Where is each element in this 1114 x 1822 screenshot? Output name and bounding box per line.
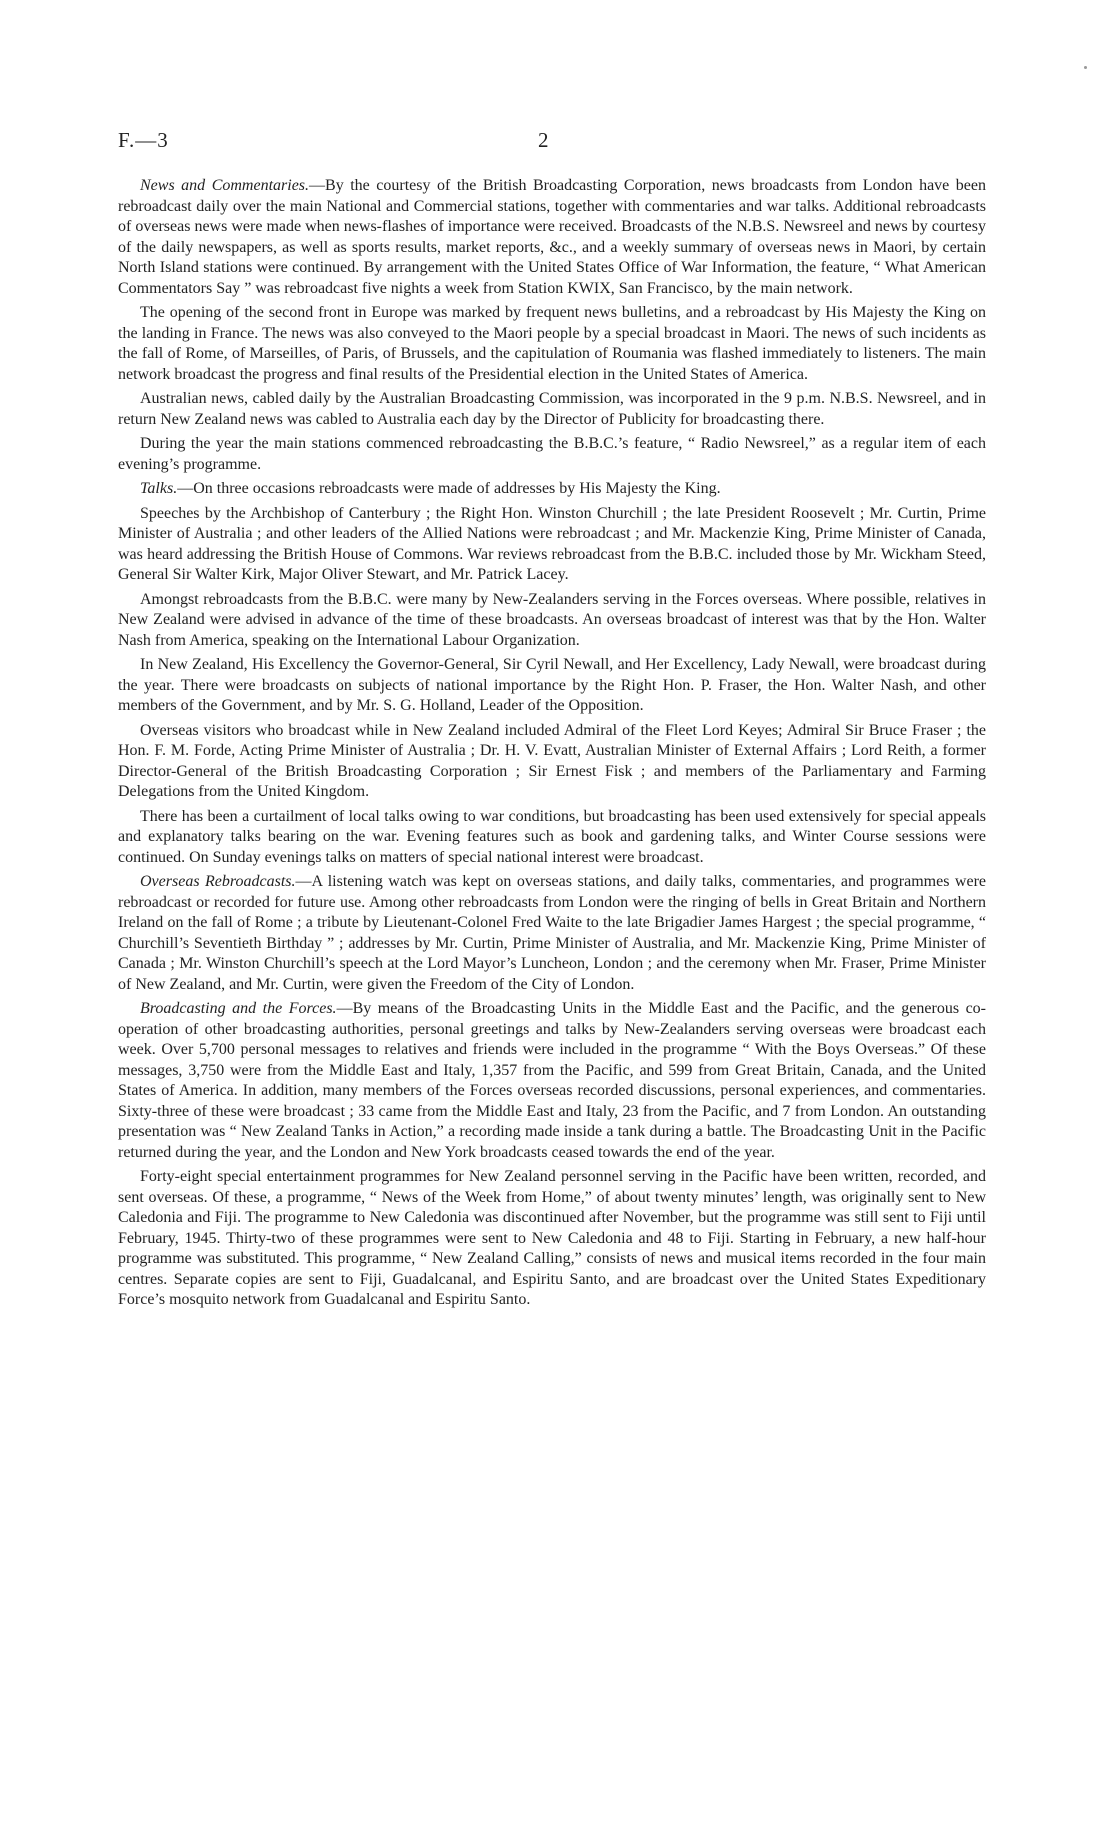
scan-mark (1084, 66, 1087, 69)
paragraph (118, 590, 986, 652)
paragraph (118, 721, 986, 803)
paragraph (118, 1167, 986, 1311)
section-heading: News and Commentaries. (140, 177, 310, 194)
paragraph (118, 389, 986, 430)
paragraph (118, 807, 986, 869)
paragraph-text: —By means of the Broadcasting Units in the Middle East and the Pacific, and the generous co-operation of other broadcasting authorities, personal greetings and talks by New-Zealanders serving overseas were broadcast each week. Over 5,700 personal messages to relatives and friends were included in the programme “ With the Boys Overseas.” Of these messages, 3,750 were from the Middle East and Italy, 1,357 from the Pacific, and 599 from Great Britain, Canada, and the United States of America. In addition, many members of the Forces overseas recorded discussions, personal experiences, and commentaries. Sixty-three of these were broadcast ; 33 came from the Middle East and Italy, 23 from the Pacific, and 7 from London. An outstanding presentation was “ New Zealand Tanks in Action,” a recording made inside a tank during a battle. The Broadcasting Unit in the Pacific returned during the year, and the London and New York broadcasts ceased towards the end of the year. (118, 1000, 986, 1161)
paragraph (118, 434, 986, 475)
section-heading: Broadcasting and the Forces. (140, 1000, 337, 1017)
paragraph-text: During the year the main stations commenced rebroadcasting the B.B.C.’s feature, “ Radio Newsreel,” as a regular item of each evening’s programme. (118, 435, 986, 473)
page-reference: F.—3 (118, 128, 169, 152)
page-number: 2 (538, 128, 549, 152)
paragraph-text: —By the courtesy of the British Broadcasting Corporation, news broadcasts from London have been rebroadcast daily over the main National and Commercial stations, together with commentaries and war talks. Additional rebroadcasts of overseas news were made when news-flashes of importance were received. Broadcasts of the N.B.S. Newsreel and news by courtesy of the daily newspapers, as well as sports results, market reports, &c., and a weekly summary of overseas news in Maori, by certain North Island stations were continued. By arrangement with the United States Office of War Information, the feature, “ What American Commentators Say ” was rebroadcast five nights a week from Station KWIX, San Francisco, by the main network. (118, 177, 987, 297)
paragraph-text: In New Zealand, His Excellency the Governor-General, Sir Cyril Newall, and Her Excellency, Lady Newall, were broadcast during the year. There were broadcasts on subjects of national importance by the Right Hon. P. Fraser, the Hon. Walter Nash, and other members of the Government, and by Mr. S. G. Holland, Leader of the Opposition. (118, 656, 986, 714)
paragraph (118, 872, 986, 995)
paragraph (118, 479, 986, 500)
paragraph-text: The opening of the second front in Europe was marked by frequent news bulletins, and a rebroadcast by His Majesty the King on the landing in France. The news was also conveyed to the Maori people by a special broadcast in Maori. The news of such incidents as the fall of Rome, of Marseilles, of Paris, of Brussels, and the capitulation of Roumania was flashed immediately to listeners. The main network broadcast the progress and final results of the Presidential election in the United States of America. (118, 304, 986, 383)
body-text (118, 176, 986, 1315)
section-heading: Overseas Rebroadcasts. (140, 873, 296, 890)
paragraph-text: Australian news, cabled daily by the Australian Broadcasting Commission, was incorporated in the 9 p.m. N.B.S. Newsreel, and in return New Zealand news was cabled to Australia each day by the Director of Publicity for broadcasting there. (118, 390, 986, 428)
paragraph-text: Amongst rebroadcasts from the B.B.C. were many by New-Zealanders serving in the Forces overseas. Where possible, relatives in New Zealand were advised in advance of the time of these broadcasts. An overseas broadcast of interest was that by the Hon. Walter Nash from America, speaking on the International Labour Organization. (118, 590, 986, 649)
paragraph-text: Overseas visitors who broadcast while in New Zealand included Admiral of the Fleet Lord Keyes; Admiral Sir Bruce Fraser ; the Hon. F. M. Forde, Acting Prime Minister of Australia ; Dr. H. V. Evatt, Australian Minister of External Affairs ; Lord Reith, a former Director-General of the British Broadcasting Corporation ; Sir Ernest Fisk ; and members of the Parliamentary and Farming Delegations from the United Kingdom. (118, 721, 986, 800)
paragraph-text: There has been a curtailment of local talks owing to war conditions, but broadcasting has been used extensively for special appeals and explanatory talks bearing on the war. Evening features such as book and gardening talks, and Winter Course sessions were continued. On Sunday evenings talks on matters of special national interest were broadcast. (118, 807, 986, 866)
paragraph-text: Forty-eight special entertainment programmes for New Zealand personnel serving in the Pacific have been written, recorded, and sent overseas. Of these, a programme, “ News of the Week from Home,” of about twenty minutes’ length, was originally sent to New Caledonia and Fiji. The programme to New Caledonia was discontinued after November, but the programme was still sent to Fiji until February, 1945. Thirty-two of these programmes were sent to New Caledonia and 48 to Fiji. Starting in February, a new half-hour programme was substituted. This programme, “ New Zealand Calling,” consists of news and musical items recorded in the four main centres. Separate copies are sent to Fiji, Guadalcanal, and Espiritu Santo, and are broadcast over the United States Expeditionary Force’s mosquito network from Guadalcanal and Espiritu Santo. (118, 1168, 986, 1308)
paragraph (118, 176, 986, 299)
section-heading: Talks. (140, 480, 178, 497)
paragraph-text: —On three occasions rebroadcasts were made of addresses by His Majesty the King. (177, 480, 721, 497)
paragraph-text: —A listening watch was kept on overseas stations, and daily talks, commentaries, and programmes were rebroadcast or recorded for future use. Among other rebroadcasts from London were the ringing of bells in Great Britain and Northern Ireland on the fall of Rome ; a tribute by Lieutenant-Colonel Fred Waite to the late Brigadier James Hargest ; the special programme, “ Churchill’s Seventieth Birthday ” ; addresses by Mr. Curtin, Prime Minister of Australia, and Mr. Mackenzie King, Prime Minister of Canada ; Mr. Winston Churchill’s speech at the Lord Mayor’s Luncheon, London ; and the ceremony when Mr. Fraser, Prime Minister of New Zealand, and Mr. Curtin, were given the Freedom of the City of London. (118, 873, 987, 993)
paragraph (118, 999, 986, 1163)
paragraph (118, 303, 986, 385)
paragraph (118, 504, 986, 586)
paragraph-text: Speeches by the Archbishop of Canterbury ; the Right Hon. Winston Churchill ; the late President Roosevelt ; Mr. Curtin, Prime Minister of Australia ; and other leaders of the Allied Nations were rebroadcast ; and Mr. Mackenzie King, Prime Minister of Canada, was heard addressing the British House of Commons. War reviews rebroadcast from the B.B.C. included those by Mr. Wickham Steed, General Sir Walter Kirk, Major Oliver Stewart, and Mr. Patrick Lacey. (118, 504, 986, 583)
paragraph (118, 655, 986, 717)
